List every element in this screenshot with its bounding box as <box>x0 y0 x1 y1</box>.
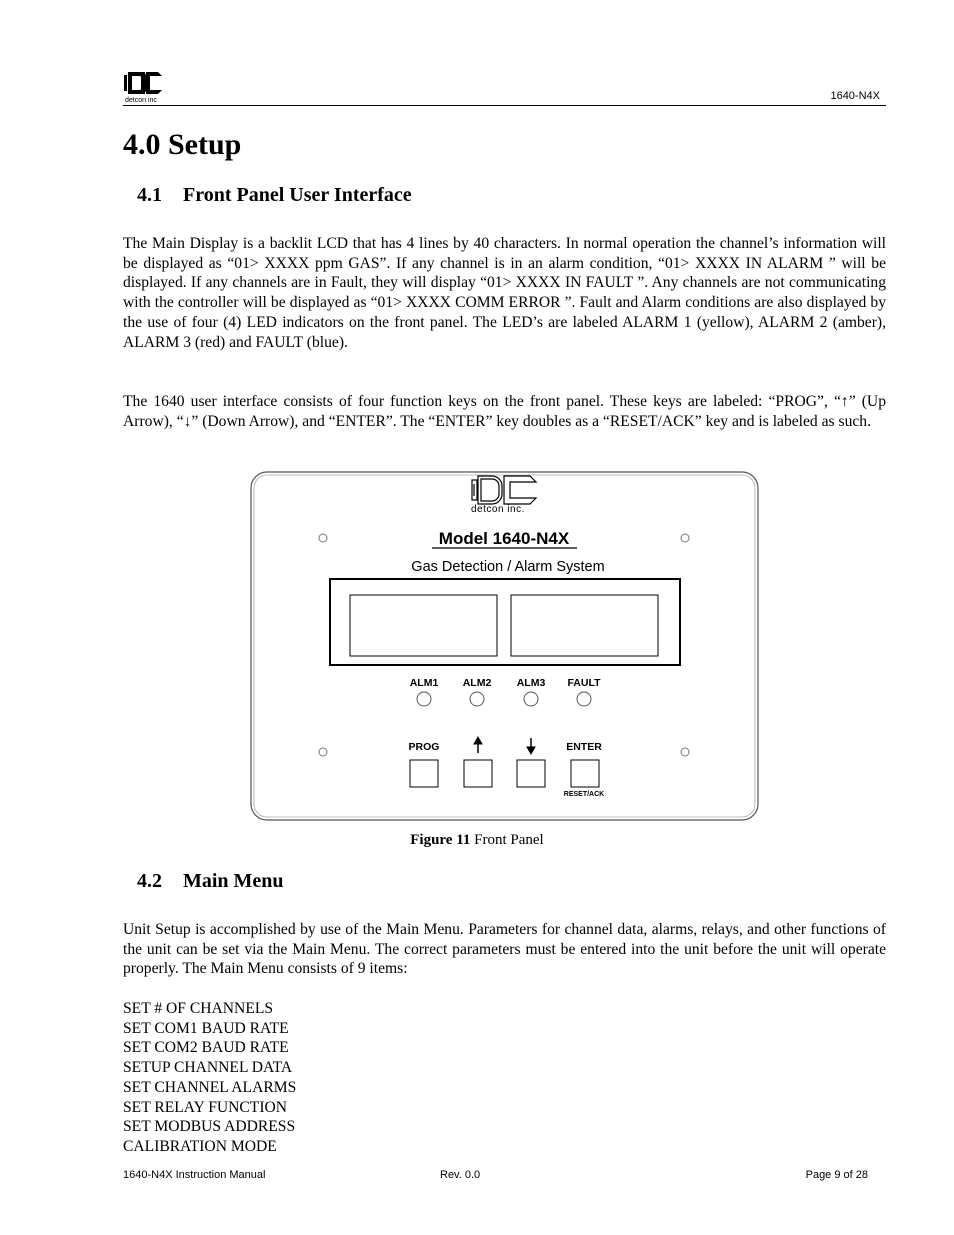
front-panel-figure <box>250 471 759 821</box>
paragraph-main-menu: Unit Setup is accomplished by use of the Main Menu. Parameters for channel data, alarms, relays, and other functions of the unit can be set via the Main Menu. The correct parameters must be entered into the unit before the unit will operate properly. The Main Menu consists of 9 items: <box>123 921 886 978</box>
list-item: CALIBRATION MODE <box>123 1137 277 1155</box>
subsection-heading-4-2 <box>137 870 284 893</box>
document-code: 1640-N4X <box>830 90 880 102</box>
panel-logo-text: detcon inc. <box>471 504 525 515</box>
panel-subtitle: Gas Detection / Alarm System <box>411 559 605 575</box>
footer-revision: Rev. 0.0 <box>440 1169 481 1181</box>
paragraph-main-display: The Main Display is a backlit LCD that has 4 lines by 40 characters. In normal operation the channel’s information will be displayed as “01> XXXX ppm GAS”. If any channel is in an alarm condition, “01> XXXX IN ALARM ” will be displayed. If any channels are in Fault, they will display “01> XXXX IN FAULT ”. Any channels are not communicating with the controller will be displayed as “01> XXXX COMM ERROR ”. Fault and Alarm conditions are also displayed by the use of four (4) LED indicators on the front panel. The LED’s are labeled ALARM 1 (yellow), ALARM 2 (amber), ALARM 3 (red) and FAULT (blue). <box>123 235 886 351</box>
svg-text:detcon inc: detcon inc <box>125 97 157 104</box>
led-label-fault: FAULT <box>567 677 601 689</box>
key-enter <box>571 760 599 787</box>
led-label-alm1: ALM1 <box>409 677 439 689</box>
key-label-enter: ENTER <box>566 741 602 753</box>
paragraph-user-interface: The 1640 user interface consists of four function keys on the front panel. These keys are labeled: “PROG”, “↑” (Up Arrow), “↓” (Down Arrow), and “ENTER”. The “ENTER” key doubles as a “RESET/ACK” key and is labeled as such. <box>123 393 886 430</box>
subsection-number: 4.1 <box>137 184 162 206</box>
list-item: SET RELAY FUNCTION <box>123 1098 288 1116</box>
screw-icon <box>319 534 327 542</box>
screw-icon <box>319 748 327 756</box>
panel-model-label: Model 1640-N4X <box>438 529 570 548</box>
led-alm2 <box>470 692 484 706</box>
subsection-heading-4-1 <box>137 184 412 207</box>
key-up <box>464 760 492 787</box>
screw-icon <box>681 748 689 756</box>
detcon-logo-icon <box>123 70 173 104</box>
led-label-alm3: ALM3 <box>516 677 546 689</box>
figure-caption <box>0 832 954 849</box>
list-item: SET MODBUS ADDRESS <box>123 1118 296 1136</box>
screw-icon <box>681 534 689 542</box>
lcd-window-right <box>511 595 658 656</box>
subsection-title: Main Menu <box>183 870 284 892</box>
footer-manual-title: 1640-N4X Instruction Manual <box>123 1169 266 1181</box>
page-header <box>123 70 886 106</box>
list-item: SETUP CHANNEL DATA <box>123 1059 293 1077</box>
subsection-title: Front Panel User Interface <box>183 184 412 206</box>
led-label-alm2: ALM2 <box>462 677 492 689</box>
list-item: SET # OF CHANNELS <box>123 1000 274 1017</box>
list-item: SET COM1 BAUD RATE <box>123 1019 289 1037</box>
key-label-prog: PROG <box>408 741 440 753</box>
figure-text: Front Panel <box>470 832 544 848</box>
main-menu-list <box>123 999 296 1157</box>
footer-page-number: Page 9 of 28 <box>805 1169 868 1181</box>
section-title: 4.0 Setup <box>123 128 242 161</box>
list-item: SET CHANNEL ALARMS <box>123 1078 297 1096</box>
led-alm1 <box>417 692 431 706</box>
key-prog <box>410 760 438 787</box>
key-label-reset-ack: RESET/ACK <box>563 791 605 798</box>
figure-label: Figure 11 <box>410 832 471 848</box>
led-fault <box>577 692 591 706</box>
list-item: SET COM2 BAUD RATE <box>123 1039 289 1057</box>
subsection-number: 4.2 <box>137 870 162 892</box>
lcd-window-left <box>350 595 497 656</box>
key-down <box>517 760 545 787</box>
led-alm3 <box>524 692 538 706</box>
